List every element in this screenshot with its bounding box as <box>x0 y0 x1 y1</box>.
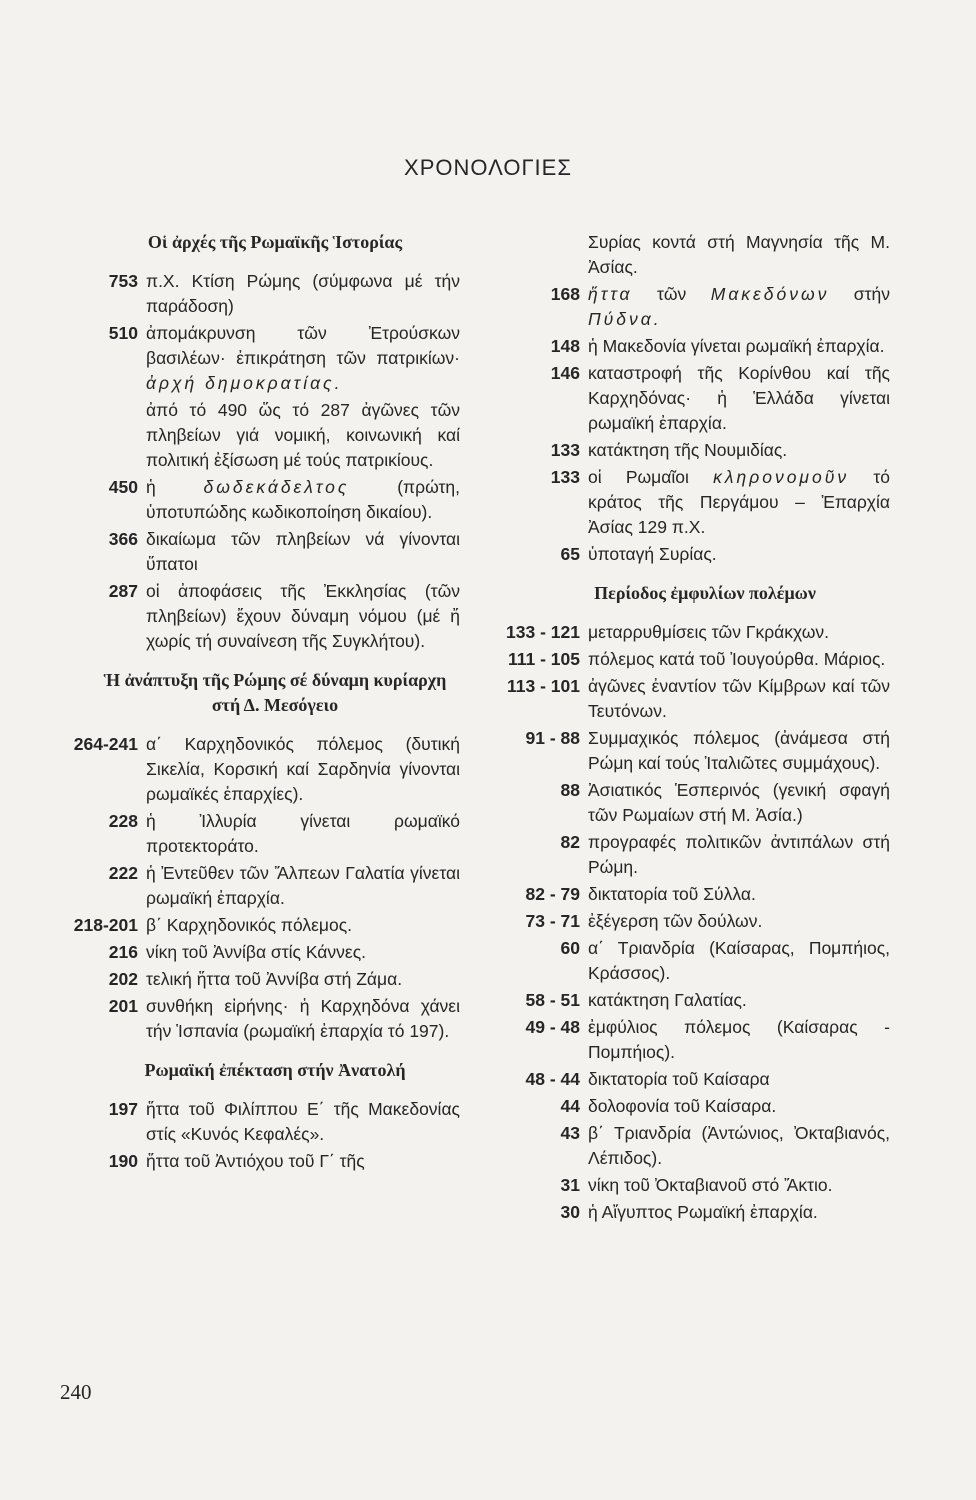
page-number: 240 <box>60 1380 92 1404</box>
chronology-entry <box>490 936 890 986</box>
entry-year: 190 <box>108 1151 138 1171</box>
entry-text <box>146 321 460 396</box>
entry-text: συνθήκη εἰρήνης· ἡ Καρχηδόνα χάνει τήν Ἱσπανία (ρωμαϊκή ἐπαρχία τό 197). <box>146 996 460 1041</box>
section-heading: Οἱ ἀρχές τῆς Ρωμαϊκῆς Ἱστορίας <box>147 232 403 252</box>
spaced-term: ἀρχή δημοκρατίας. <box>146 373 343 393</box>
chronology-entry <box>490 334 890 359</box>
chronology-entry <box>490 1200 890 1225</box>
entry-year: 60 <box>560 938 580 958</box>
entry-text: β΄ Καρχηδονικός πόλεμος. <box>146 915 353 935</box>
entry-year: 91 - 88 <box>525 728 580 748</box>
chronology-entry <box>60 967 460 992</box>
entry-text: προγραφές πολιτικῶν ἀντιπάλων στή Ρώμη. <box>588 832 890 877</box>
entry-text: κατάκτηση Γαλατίας. <box>588 990 747 1010</box>
entry-text: Συμμαχικός πόλεμος (ἀνάμεσα στή Ρώμη καί τούς Ἰταλιῶτες συμμάχους). <box>588 728 890 773</box>
chronology-entry <box>490 438 890 463</box>
section-heading: Περίοδος ἐμφυλίων πολέμων <box>594 583 816 603</box>
chronology-entry <box>60 398 460 473</box>
chronology-entry <box>490 620 890 645</box>
chronology-entry <box>60 579 460 654</box>
entry-text: α΄ Τριανδρία (Καίσαρας, Πομπήιος, Κράσσος). <box>588 938 890 983</box>
entry-year <box>60 398 146 473</box>
chronology-entry <box>490 988 890 1013</box>
entry-year: 216 <box>108 942 138 962</box>
chronology-entry <box>490 230 890 280</box>
entry-text-main: (πρώτη, ὑποτυπώδης κωδικοποίηση δικαίου). <box>146 477 460 522</box>
entry-text: ἡ Αἴγυπτος Ρωμαϊκή ἐπαρχία. <box>588 1202 818 1222</box>
chronology-entry <box>490 778 890 828</box>
entry-year: 218-201 <box>73 915 138 935</box>
entry-year: 111 - 105 <box>507 649 580 669</box>
entry-year: 88 <box>560 780 580 800</box>
chronology-entry <box>490 361 890 436</box>
spaced-term: κληρονομοῦν <box>713 467 850 487</box>
entry-text: οἱ ἀποφάσεις τῆς Ἐκκλησίας (τῶν πληβείων) ἔχουν δύναμη νόμου (μέ ἤ χωρίς τή συναίνεση τῆς Συγκλήτου). <box>146 581 460 651</box>
chronology-entry <box>490 1173 890 1198</box>
entry-year: 264-241 <box>73 734 138 754</box>
entry-text: ἡ Ἰλλυρία γίνεται ρωμαϊκό προτεκτοράτο. <box>146 811 460 856</box>
spaced-term: ἥττα <box>588 284 633 304</box>
chronology-entry <box>60 994 460 1044</box>
entry-year: 202 <box>108 969 138 989</box>
entry-text-main: ἀπομάκρυνση τῶν Ἐτρούσκων βασιλέων· ἐπικράτηση τῶν πατρικίων· <box>146 323 460 368</box>
chronology-entry <box>490 1094 890 1119</box>
chronology-entry <box>60 1149 460 1174</box>
chronology-entry <box>490 1067 890 1092</box>
entry-year: 113 - 101 <box>507 676 580 696</box>
entry-year: 366 <box>108 529 138 549</box>
chronology-entry <box>490 647 890 672</box>
entry-text: δικτατορία τοῦ Καίσαρα <box>588 1069 770 1089</box>
entry-text: ἀπό τό 490 ὥς τό 287 ἀγῶνες τῶν πληβείων γιά νομική, κοινωνική καί πολιτική ἐξίσωση μέ τούς πατρικίους. <box>146 400 460 470</box>
entry-text: ἡ Ἐντεῦθεν τῶν Ἄλπεων Γαλατία γίνεται ρωμαϊκή ἐπαρχία. <box>146 863 460 908</box>
entry-year: 65 <box>560 544 580 564</box>
entry-text: δικτατορία τοῦ Σύλλα. <box>588 884 756 904</box>
spaced-term: δωδεκάδελτος <box>203 477 350 497</box>
page-title: ΧΡΟΝΟΛΟΓΙΕΣ <box>404 155 572 180</box>
entry-text: Ἀσιατικός Ἑσπερινός (γενική σφαγή τῶν Ρωμαίων στή Μ. Ἀσία.) <box>588 780 890 825</box>
chronology-entry <box>60 809 460 859</box>
chronology-entry <box>60 321 460 396</box>
chronology-entry <box>60 269 460 319</box>
entry-year: 43 <box>560 1123 580 1143</box>
entry-text: β΄ Τριανδρία (Ἀντώνιος, Ὀκταβιανός, Λέπιδος). <box>588 1123 890 1168</box>
entry-text-mid: τῶν <box>656 284 687 304</box>
entry-text: Συρίας κοντά στή Μαγνησία τῆς Μ. Ἀσίας. <box>588 232 890 277</box>
entry-text: νίκη τοῦ Ὀκταβιανοῦ στό Ἄκτιο. <box>588 1175 833 1195</box>
entry-text: ἐμφύλιος πόλεμος (Καίσαρας - Πομπήιος). <box>588 1017 890 1062</box>
entry-year: 133 <box>550 467 580 487</box>
spaced-term: Πύδνα. <box>588 309 662 329</box>
chronology-entry <box>60 475 460 525</box>
entry-text: α΄ Καρχηδονικός πόλεμος (δυτική Σικελία, Κορσική καί Σαρδηνία γίνονται ρωμαϊκές ἐπαρχίες). <box>146 734 460 804</box>
entry-year: 44 <box>560 1096 580 1116</box>
entry-text: τελική ἥττα τοῦ Ἀννίβα στή Ζάμα. <box>146 969 403 989</box>
entry-text-pre: οἱ Ρωμαῖοι <box>588 467 689 487</box>
entry-year: 58 - 51 <box>525 990 580 1010</box>
entry-text: δικαίωμα τῶν πληβείων νά γίνονται ὕπατοι <box>146 529 460 574</box>
entry-year: 73 - 71 <box>525 911 580 931</box>
right-column <box>490 230 890 1227</box>
entry-text <box>588 282 890 332</box>
entry-year: 287 <box>108 581 138 601</box>
entry-text: π.Χ. Κτίση Ρώμης (σύμφωνα μέ τήν παράδοση) <box>146 271 460 316</box>
section-heading: Ρωμαϊκή ἐπέκταση στήν Ἀνατολή <box>144 1060 406 1080</box>
section-heading: Ἡ ἀνάπτυξη τῆς Ρώμης σέ δύναμη κυρίαρχη στή Δ. Μεσόγειο <box>103 670 447 715</box>
spaced-term: Μακεδόνων <box>710 284 830 304</box>
chronology-entry <box>60 527 460 577</box>
entry-text-main: τό κράτος τῆς Περγάμου – Ἐπαρχία Ἀσίας 129 π.Χ. <box>588 467 890 537</box>
entry-text: ὑποταγή Συρίας. <box>588 544 717 564</box>
entry-year: 197 <box>108 1099 138 1119</box>
entry-year: 148 <box>550 336 580 356</box>
entry-year: 133 - 121 <box>506 622 580 642</box>
entry-text-pre: ἡ <box>146 477 156 497</box>
chronology-entry <box>490 1121 890 1171</box>
entry-year: 201 <box>108 996 138 1016</box>
chronology-entry <box>490 282 890 332</box>
chronology-entry <box>490 542 890 567</box>
entry-text: ἀγῶνες ἐναντίον τῶν Κίμβρων καί τῶν Τευτόνων. <box>588 676 890 721</box>
chronology-entry <box>490 726 890 776</box>
chronology-entry <box>490 909 890 934</box>
entry-text: καταστροφή τῆς Κορίνθου καί τῆς Καρχηδόνας· ἡ Ἑλλάδα γίνεται ρωμαϊκή ἐπαρχία. <box>588 363 890 433</box>
entry-year: 222 <box>108 863 138 883</box>
chronology-entry <box>60 940 460 965</box>
entry-year: 31 <box>560 1175 580 1195</box>
entry-year: 82 <box>560 832 580 852</box>
chronology-entry <box>490 882 890 907</box>
entry-text: μεταρρυθμίσεις τῶν Γκράκχων. <box>588 622 830 642</box>
entry-text: πόλεμος κατά τοῦ Ἰουγούρθα. Μάριος. <box>588 649 886 669</box>
entry-text <box>588 465 890 540</box>
chronology-entry <box>490 465 890 540</box>
chronology-entry <box>60 1097 460 1147</box>
entry-text: κατάκτηση τῆς Νουμιδίας. <box>588 440 788 460</box>
chronology-entry <box>60 861 460 911</box>
entry-year <box>490 230 588 280</box>
entry-text: ἡ Μακεδονία γίνεται ρωμαϊκή ἐπαρχία. <box>588 336 885 356</box>
chronology-entry <box>490 830 890 880</box>
entry-year: 228 <box>108 811 138 831</box>
chronology-entry <box>60 732 460 807</box>
chronology-entry <box>60 913 460 938</box>
chronology-entry <box>490 1015 890 1065</box>
entry-text: δολοφονία τοῦ Καίσαρα. <box>588 1096 777 1116</box>
entry-text <box>146 475 460 525</box>
entry-text-main: στήν <box>853 284 890 304</box>
entry-year: 133 <box>550 440 580 460</box>
entry-text: ἥττα τοῦ Φιλίππου Ε΄ τῆς Μακεδονίας στίς «Κυνός Κεφαλές». <box>146 1099 460 1144</box>
left-column <box>60 230 460 1176</box>
entry-year: 146 <box>550 363 580 383</box>
entry-text: ἐξέγερση τῶν δούλων. <box>588 911 763 931</box>
entry-text: νίκη τοῦ Ἀννίβα στίς Κάννες. <box>146 942 366 962</box>
entry-year: 49 - 48 <box>525 1017 580 1037</box>
chronology-entry <box>490 674 890 724</box>
entry-year: 450 <box>108 477 138 497</box>
entry-year: 82 - 79 <box>525 884 580 904</box>
entry-year: 30 <box>560 1202 580 1222</box>
entry-year: 510 <box>108 323 138 343</box>
entry-year: 48 - 44 <box>525 1069 580 1089</box>
entry-year: 168 <box>550 284 580 304</box>
entry-text: ἥττα τοῦ Ἀντιόχου τοῦ Γ΄ τῆς <box>146 1151 365 1171</box>
entry-year: 753 <box>108 271 138 291</box>
